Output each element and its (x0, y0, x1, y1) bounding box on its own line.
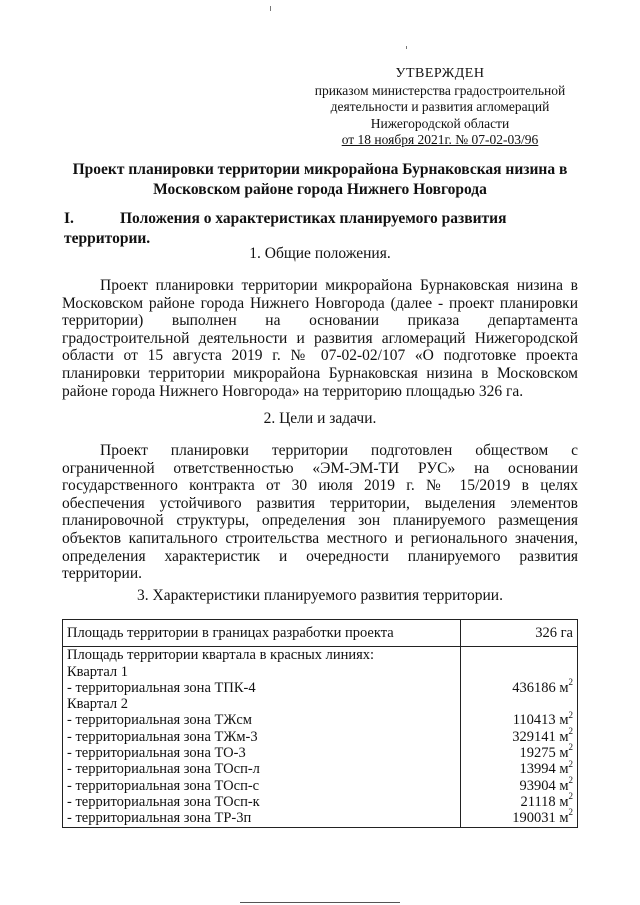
unit-power: 2 (568, 677, 573, 688)
unit-power: 2 (568, 774, 573, 785)
approval-order-date: от 18 ноября 2021г. № 07-02-03/96 (341, 132, 539, 147)
approval-line-3: Нижегородской области (370, 115, 510, 131)
approval-line-1: приказом министерства градостроительной (314, 82, 566, 98)
unit-label: м (559, 728, 569, 745)
approval-block (300, 66, 580, 149)
subsection-2-text: Проект планировки территории подготовлен обществом с ограниченной ответственностью «ЭМ-ЭМ-ТИ РУС» на основании государственного контракта от 30 июля 2019 г. № 15/2019 в целях обеспечения устойчивого развития территории, выделения элементов планировочной структуры, определения зон планируемого размещения объектов капитального строительства местного и регионального значения, определения характеристик и очередности планируемого развития территории. (62, 442, 578, 583)
value-number: 19275 (519, 745, 556, 762)
value-to-3 (465, 742, 573, 762)
value-tzhsm (465, 709, 573, 729)
subsection-1-text: Проект планировки территории микрорайона Бурнаковская низина в Московском районе города Нижнего Новгорода (далее - проект планировки территории) выполнен на основании приказа департамента градостроительной деятельности и развития агломераций Нижегородской области от 15 августа 2019 г. № 07-02-02/107 «О подготовке проекта планировки территории микрорайона Бурнаковская низина в Московском районе города Нижнего Новгорода» на территорию площадью 326 га. (62, 277, 578, 400)
quarter-1-label: Квартал 1 (67, 663, 129, 680)
unit-label: м (559, 793, 569, 810)
unit-label: м (559, 712, 569, 729)
page-bottom-rule (240, 902, 400, 903)
value-number: 13994 (519, 761, 556, 778)
approval-line-2: деятельности и развития агломераций (330, 99, 550, 114)
value-tpk-4 (465, 677, 573, 696)
unit-power: 2 (568, 725, 573, 736)
zone-tr-3p: - территориальная зона ТР-3п (67, 810, 252, 827)
section-1-heading (64, 209, 580, 249)
section-1-number: I. (64, 210, 74, 227)
unit-label: м (559, 810, 569, 827)
value-tosp-s (465, 774, 573, 794)
value-tosp-l (465, 758, 573, 778)
table-row (63, 620, 578, 647)
unit-power: 2 (568, 758, 573, 769)
value-number: 190031 (512, 810, 556, 827)
zone-tosp-l: - территориальная зона ТОсп-л (67, 761, 260, 778)
scan-mark-top (270, 6, 271, 11)
value-tr-3p (465, 807, 573, 827)
value-spacer (465, 664, 573, 680)
zone-tosp-k: - территориальная зона ТОсп-к (67, 793, 260, 810)
unit-label: м (559, 761, 569, 778)
subsection-3-heading: 3. Характеристики планируемого развития территории. (137, 587, 503, 604)
value-tzhm-3 (465, 725, 573, 745)
section-1-title: Положения о характеристиках планируемого развития территории. (64, 210, 507, 247)
document-title-line-1: Проект планировки территории микрорайона Бурнаковская низина в (72, 161, 568, 178)
subsection-1-heading: 1. Общие положения. (249, 245, 391, 262)
value-number: 93904 (519, 777, 556, 794)
value-number: 436186 (512, 679, 556, 696)
value-spacer (465, 696, 573, 712)
unit-label: м (559, 679, 569, 696)
table-cell-area-label: Площадь территории в границах разработки проекта (63, 620, 461, 647)
table-cell-zone-values (461, 647, 578, 827)
unit-power: 2 (568, 791, 573, 802)
zone-tpk-4: - территориальная зона ТПК-4 (67, 679, 256, 696)
zones-heading: Площадь территории квартала в красных линиях: (67, 647, 375, 664)
zone-tzhsm: - территориальная зона ТЖсм (67, 712, 252, 729)
zone-tosp-s: - территориальная зона ТОсп-с (67, 777, 260, 794)
table-row (63, 647, 578, 827)
value-number: 110413 (512, 712, 556, 729)
zone-tzhm-3: - территориальная зона ТЖм-3 (67, 728, 258, 745)
document-title-line-2: Московском районе города Нижнего Новгорода (153, 181, 487, 198)
table-cell-area-value: 326 га (461, 620, 578, 647)
value-spacer (465, 647, 573, 663)
unit-power: 2 (568, 742, 573, 753)
value-tosp-k (465, 791, 573, 810)
characteristics-table (62, 619, 578, 828)
value-number: 329141 (512, 728, 556, 745)
approval-heading: УТВЕРЖДЕН (395, 66, 485, 81)
subsection-2-heading: 2. Цели и задачи. (263, 410, 377, 427)
table-cell-zones (63, 647, 461, 827)
document-title (62, 160, 578, 200)
unit-label: м (559, 777, 569, 794)
unit-power: 2 (568, 807, 573, 818)
zone-to-3: - территориальная зона ТО-3 (67, 745, 246, 762)
scan-mark-right (406, 46, 407, 49)
value-number: 21118 (520, 793, 556, 810)
quarter-2-label: Квартал 2 (67, 696, 129, 713)
unit-label: м (559, 745, 569, 762)
unit-power: 2 (568, 709, 573, 720)
